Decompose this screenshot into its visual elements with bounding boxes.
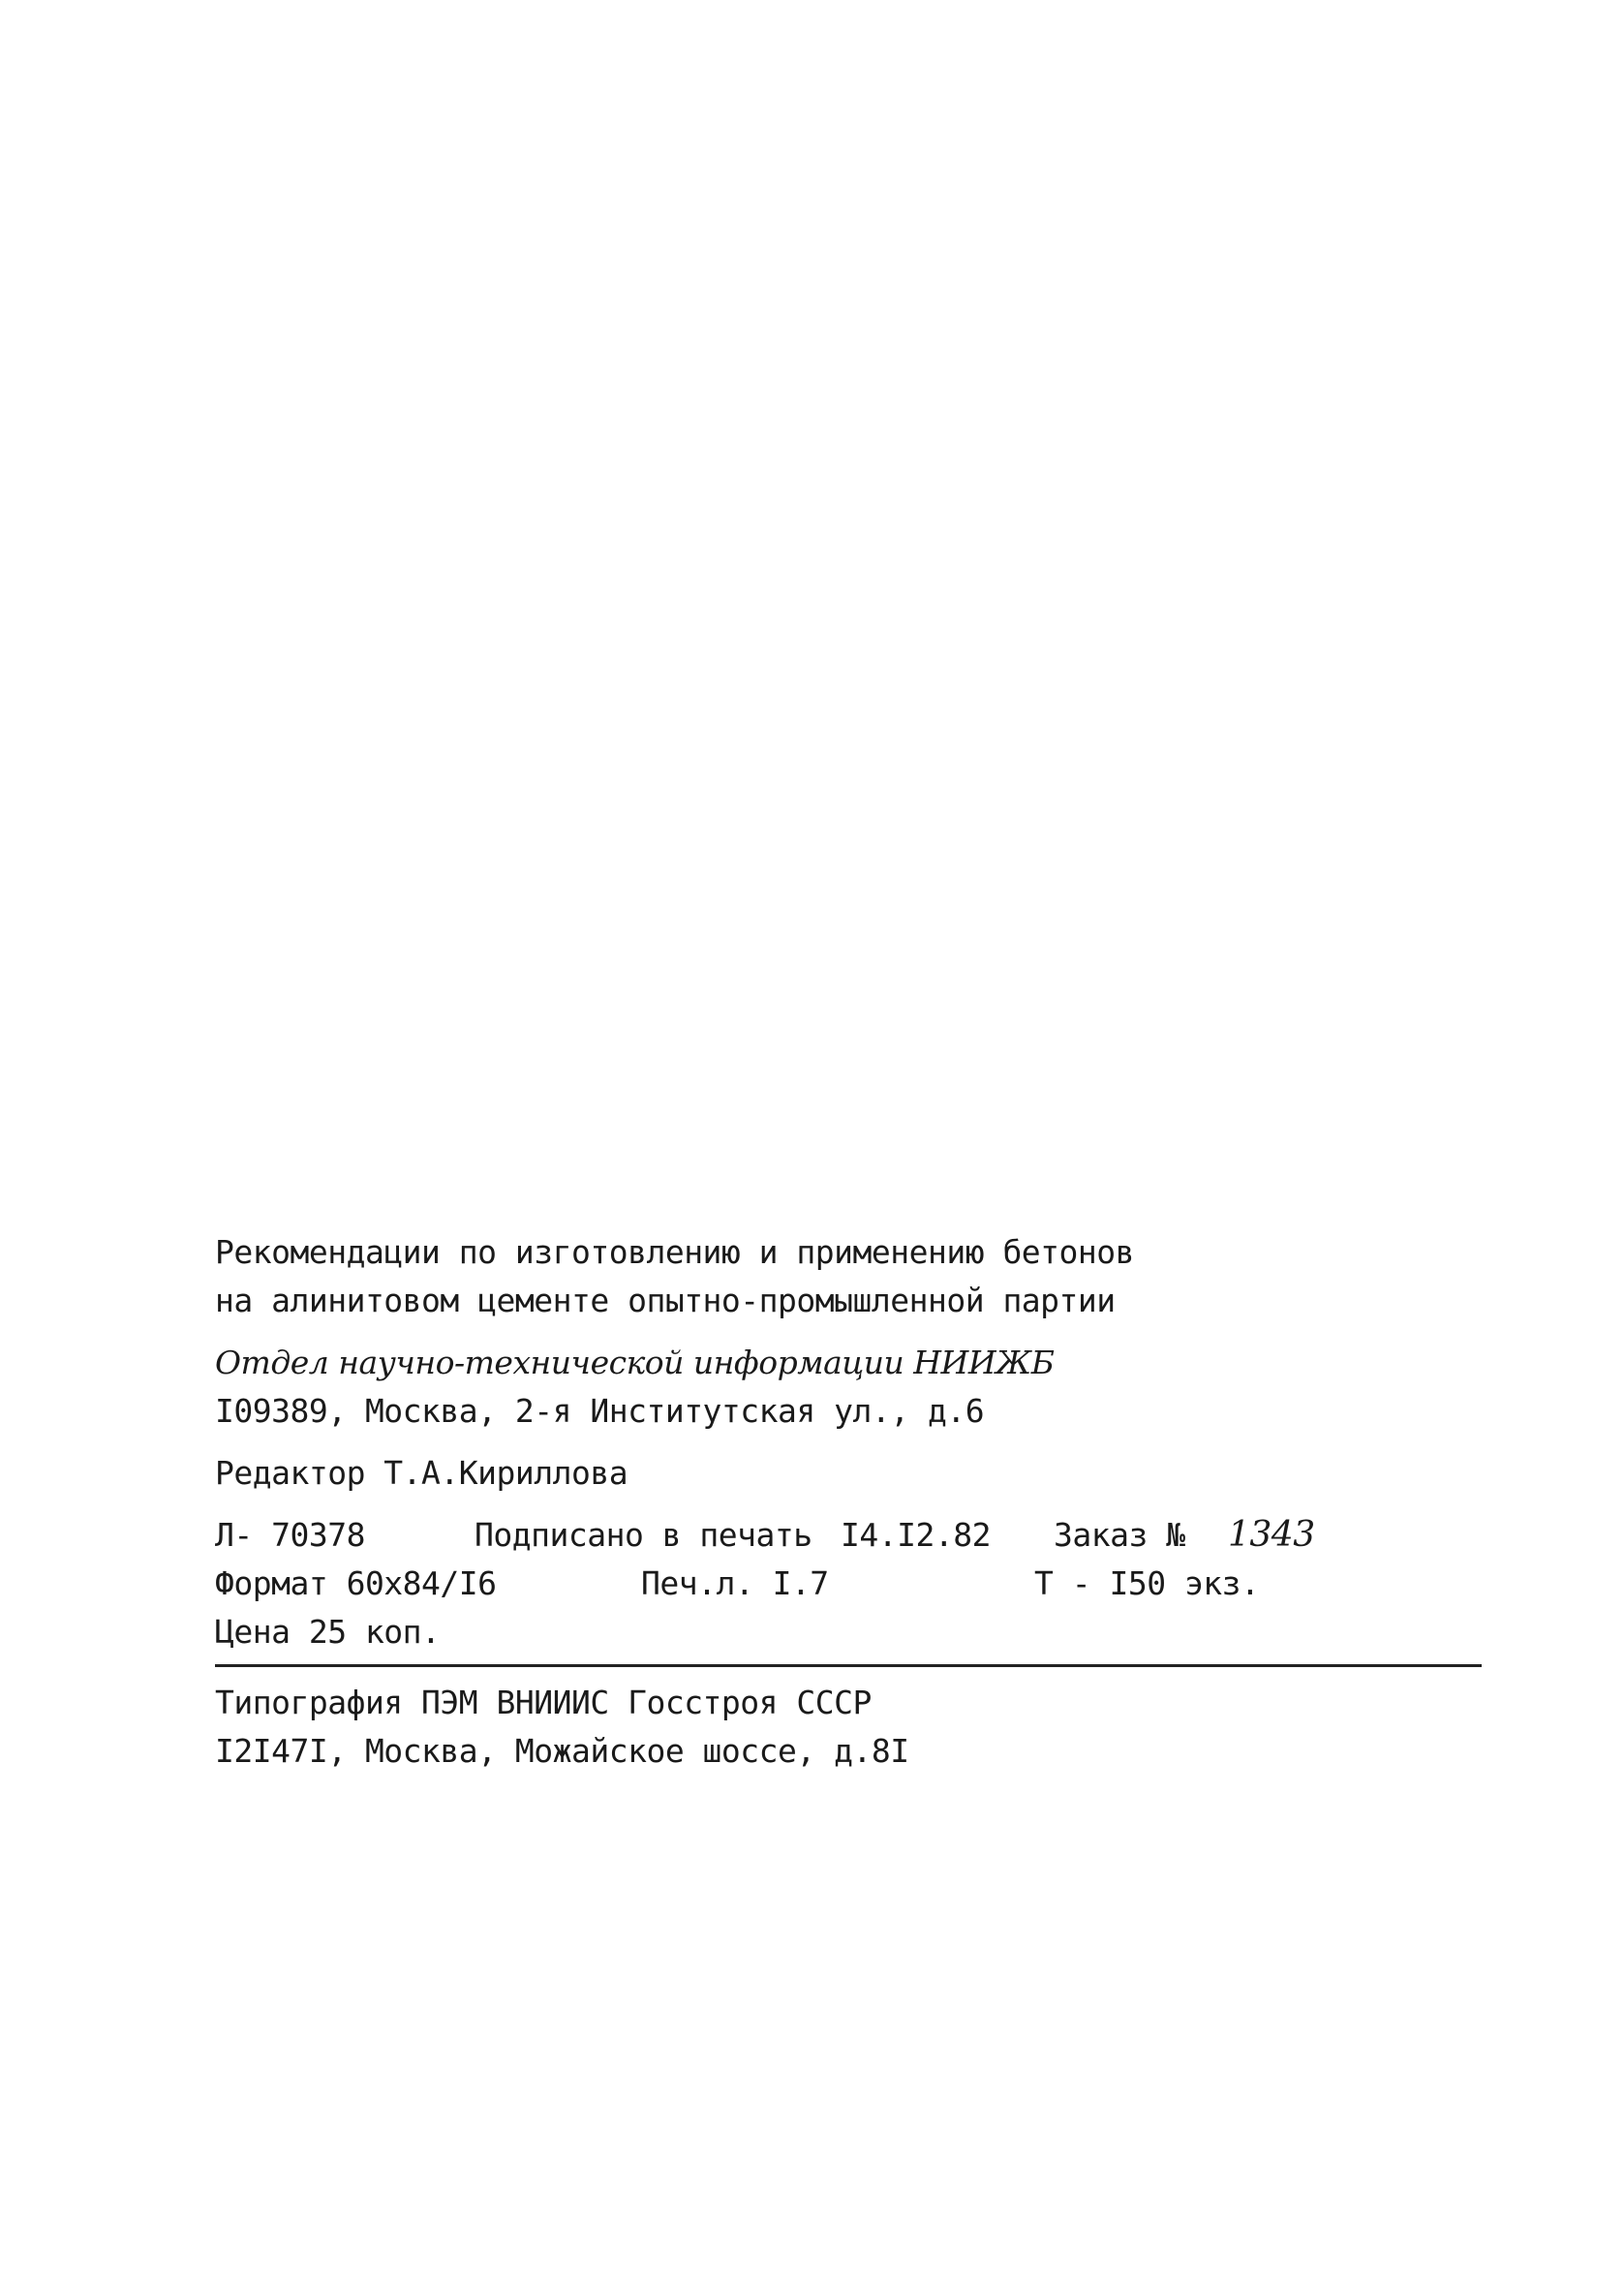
order-label: Заказ № [1054, 1516, 1185, 1554]
printer-address: I2I47I, Москва, Можайское шоссе, д.8I [215, 1732, 909, 1770]
publisher-line-1: Отдел научно-технической информации НИИЖБ [215, 1344, 1055, 1381]
printer-line-1: Типография ПЭМ ВНИИИС Госстроя СССР [215, 1684, 872, 1721]
sheets-info: Печ.л. I.7 [641, 1564, 829, 1602]
signed-label: Подписано в печать [475, 1516, 812, 1554]
signed-date: I4.I2.82 [841, 1516, 991, 1554]
print-row-1 [215, 1511, 1493, 1560]
circulation-info: Т - I50 экз. [1034, 1564, 1260, 1602]
publisher-address: I09389, Москва, 2-я Институтская ул., д.6 [215, 1392, 985, 1430]
editor-line: Редактор Т.А.Кириллова [215, 1454, 628, 1492]
license-number: Л- 70378 [215, 1516, 365, 1554]
format-info: Формат 60х84/I6 [215, 1564, 497, 1602]
title-line-1: Рекомендации по изготовлению и применению бетонов [215, 1233, 1135, 1271]
divider-rule [215, 1664, 1482, 1667]
print-row-2 [215, 1560, 1493, 1608]
order-number: 1343 [1228, 1515, 1315, 1555]
price-line: Цена 25 коп. [215, 1613, 441, 1651]
imprint-block [215, 1228, 1493, 1776]
title-line-2: на алинитовом цементе опытно-промышленной партии [215, 1282, 1116, 1319]
